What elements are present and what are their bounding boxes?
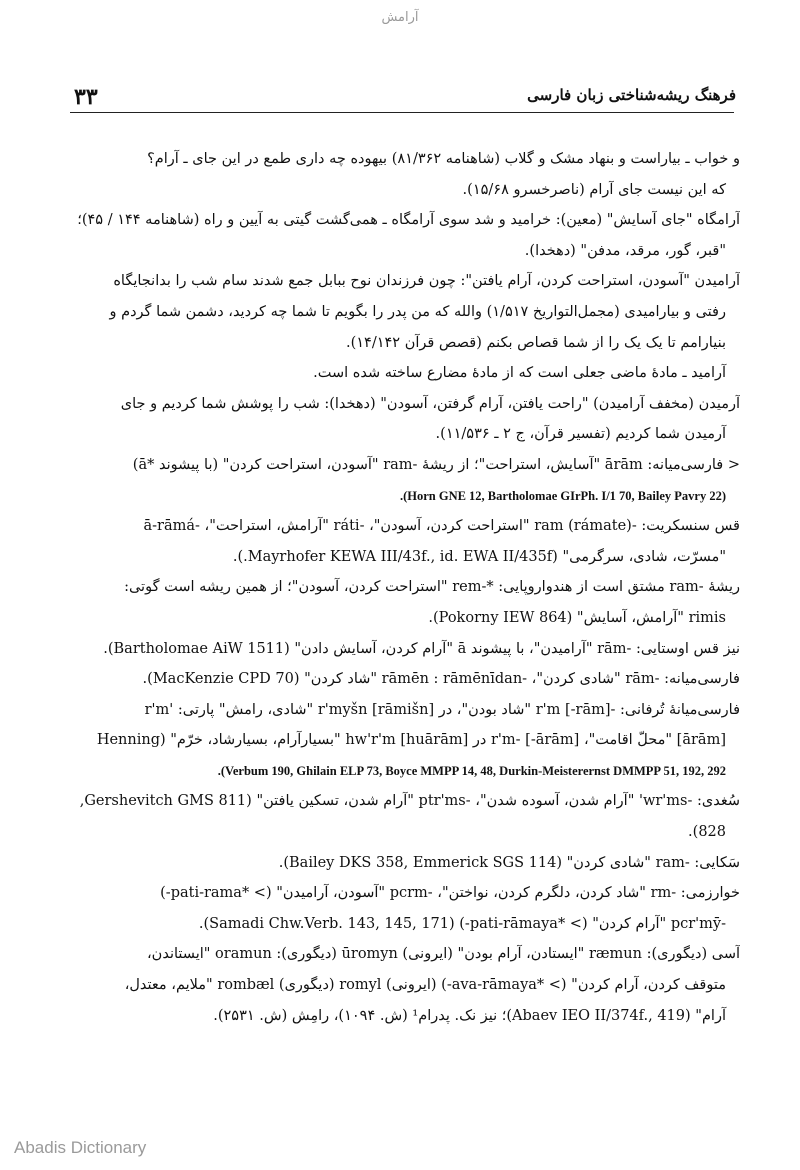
reference-line: Verbum 190, Ghilain ELP 73, Boyce MMPP 14, 48, Durkin-Meisterernst DMMPP 51, 192, 292). bbox=[217, 763, 726, 778]
watermark: Abadis Dictionary bbox=[14, 1138, 147, 1157]
text-line: 828). bbox=[688, 824, 726, 841]
text-line: رفتی و بیارامیدی (مجمل‌التواریخ ۱/۵۱۷) والله که من پدر را بگویم تا شما چه کردید، دشمن شما گردم و bbox=[109, 303, 726, 320]
etymology-line: قس سنسکریت: -ram (rámate) "استراحت کردن، آسودن"، -ráti "آرامش، استراحت"، -ā-rāmá bbox=[143, 518, 740, 535]
text-line: متوقف کردن، آرام کردن" (> *ava-rāmaya-) (ایرونی) romyl (دیگوری) rombæl "ملایم، معتدل، bbox=[124, 977, 726, 994]
entry-line: آرامگاه "جای آسایش" (معین): خرامید و شد سوی آرامگاه ـ همی‌گشت گیتی به آیین و راه (شاهنامه ۱۴۴ / ۴۵)؛ bbox=[77, 212, 740, 229]
etymology-line: خوارزمی: -rm "شاد کردن، دلگرم کردن، نواختن"، -pcrm "آسودن، آرامیدن" (> *pati-rama-) bbox=[160, 885, 740, 902]
text-line: [ārām] "محلّ اقامت"، r'm- [-ārām] در hw'r'm [huārām] "بسیارآرام، بسیارشاد، خرّم" (Henning bbox=[96, 732, 726, 749]
site-title: آرامش bbox=[381, 10, 419, 25]
etymology-line: < فارسی‌میانه: ārām "آسایش، استراحت"؛ از ریشهٔ -ram "آسودن، استراحت کردن" (با پیشوند *ā) bbox=[132, 456, 740, 473]
text-line: "قبر، گور، مرقد، مدفن" (دهخدا). bbox=[524, 242, 726, 259]
page-body bbox=[70, 144, 740, 1031]
text-line: -pcr'mȳ "آرام کردن" (> *pati-rāmaya-) (Samadi Chw.Verb. 143, 145, 171). bbox=[198, 915, 726, 932]
text-line: که این نیست جای آرام (ناصرخسرو ۱۵/۶۸). bbox=[462, 181, 726, 198]
entry-line: آرمیدن (مخفف آرامیدن) "راحت یافتن، آرام گرفتن، آسودن" (دهخدا): شب را پوشش شما کردیم و جای bbox=[120, 395, 740, 412]
page-number: ۳۳ bbox=[74, 84, 98, 110]
running-head: فرهنگ ریشه‌شناختی زبان فارسی bbox=[527, 86, 736, 104]
text-line: آرمیدن شما کردیم (تفسیر قرآن، ج ۲ ـ ۱۱/۵۳۶). bbox=[435, 426, 726, 443]
text-line: و خواب ـ بیاراست و بنهاد مشک و گلاب (شاهنامه ۸۱/۳۶۲) بیهوده چه داری طمع در این جای ـ آرام؟ bbox=[147, 151, 740, 167]
etymology-line: آسی (دیگوری): ræmun "ایستادن، آرام بودن" (ایرونی) ūromyn (دیگوری): oramun "ایستاندن، bbox=[147, 946, 740, 963]
reference-line: (Horn GNE 12, Bartholomae GIrPh. I/1 70, Bailey Pavry 22). bbox=[399, 488, 726, 503]
text-line: بنیارامم تا یک یک را از شما قصاص بکنم (قصص قرآن ۱۴/۱۴۲). bbox=[345, 334, 726, 351]
entry-line: آرامیدن "آسودن، استراحت کردن، آرام یافتن": چون فرزندان نوح ببابل جمع شدند سام شب را بدانجایگاه bbox=[113, 273, 740, 290]
etymology-line: ریشهٔ -ram مشتق است از هندواروپایی: *-rem "استراحت کردن، آسودن"؛ از همین ریشه است گوتی: bbox=[124, 579, 740, 596]
text-line: "مسرّت، شادی، سرگرمی" (Mayrhofer KEWA III/43f., id. EWA II/435f.). bbox=[232, 548, 726, 565]
etymology-line: فارسی‌میانهٔ تُرفانی: -r'm [-rām] "شاد بودن"، در r'myšn [rāmišn] "شادی، رامش" پارتی: 'r'm bbox=[144, 701, 740, 718]
header-rule bbox=[70, 112, 734, 113]
etymology-line: نیز قس اوستایی: -rām "آرامیدن"، با پیشوند ā "آرام کردن، آسایش دادن" (Bartholomae AiW 1511). bbox=[103, 640, 740, 657]
text-line: آرامید ـ مادهٔ ماضی جعلی است که از مادهٔ مضارع ساخته شده است. bbox=[313, 365, 726, 382]
text-line: آرام" (Abaev IEO II/374f., 419)؛ نیز نک. پدرام¹ (ش. ۱۰۹۴)، رامِش (ش. ۲۵۳۱). bbox=[213, 1007, 726, 1024]
text-line: rimis "آرامش، آسایش" (Pokorny IEW 864). bbox=[428, 609, 726, 626]
etymology-line: فارسی‌میانه: -rām "شادی کردن"، -rāmēn : rāmēnīdan "شاد کردن" (MacKenzie CPD 70). bbox=[142, 671, 740, 688]
etymology-line: سُغدی: -wr'ms' "آرام شدن، آسوده شدن"، -ptr'ms "آرام شدن، تسکین یافتن" (Gershevitch GMS 811, bbox=[79, 793, 740, 810]
etymology-line: سَکایی: -ram "شادی کردن" (Bailey DKS 358, Emmerick SGS 114). bbox=[278, 854, 740, 871]
